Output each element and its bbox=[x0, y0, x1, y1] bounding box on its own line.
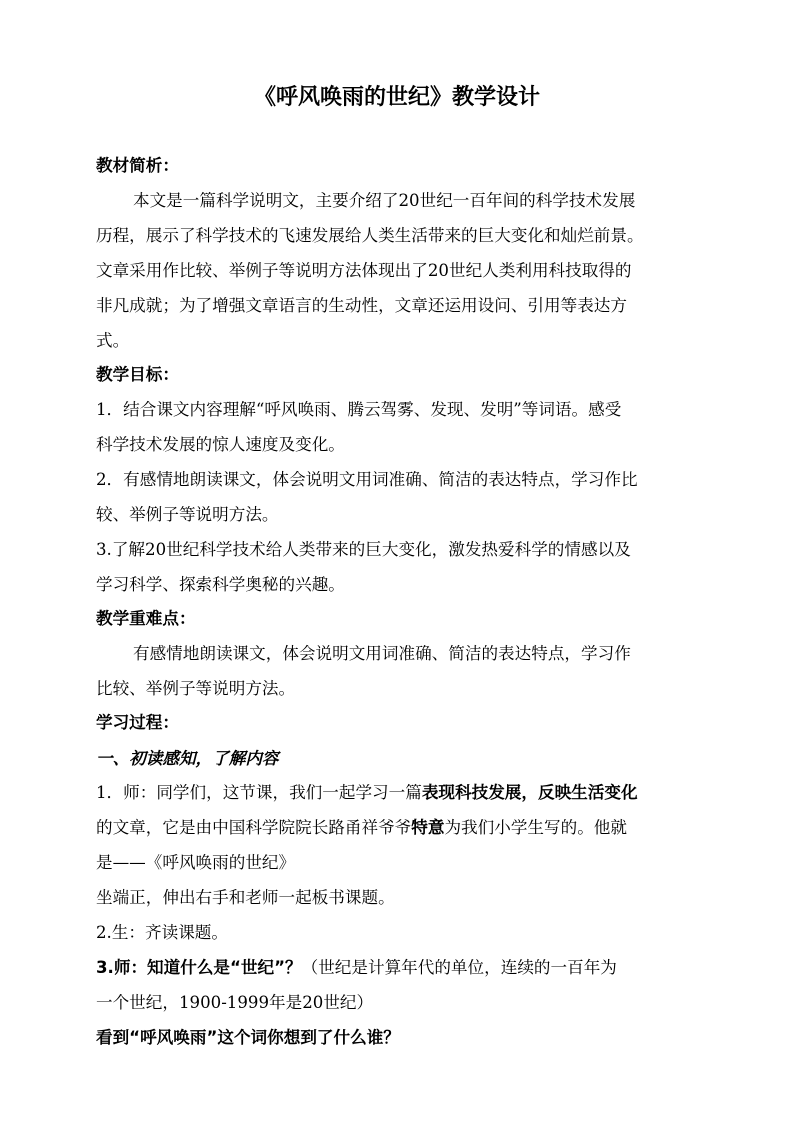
paragraph-line: 1．结合课文内容理解“呼风唤雨、腾云驾雾、发现、发明”等词语。感受 bbox=[96, 400, 622, 419]
paragraph-line: 一个世纪，1900-1999年是20世纪） bbox=[96, 993, 374, 1012]
text-run: 1．师：同学们，这节课，我们一起学习一篇 bbox=[96, 783, 422, 802]
paragraph-line: 2．有感情地朗读课文，体会说明文用词准确、简洁的表达特点，学习作比 bbox=[96, 470, 638, 489]
paragraph-line: 较、举例子等说明方法。 bbox=[96, 505, 279, 524]
paragraph-line: 比较、举例子等说明方法。 bbox=[96, 679, 296, 698]
text-run: ， bbox=[521, 783, 538, 802]
paragraph-line bbox=[96, 957, 706, 979]
paragraph-line: 有感情地朗读课文，体会说明文用词准确、简洁的表达特点，学习作 bbox=[133, 644, 631, 663]
paragraph-line bbox=[96, 782, 706, 804]
paragraph-line: 坐端正，伸出右手和老师一起板书课题。 bbox=[96, 888, 395, 907]
paragraph-line bbox=[96, 817, 706, 839]
paragraph-line: 看到“呼风唤雨”这个词你想到了什么谁？ bbox=[96, 1028, 400, 1047]
text-run: 为我们小学生写的。他就 bbox=[444, 818, 627, 837]
paragraph-line: 式。 bbox=[96, 331, 130, 350]
paragraph-line: 2.生：齐读课题。 bbox=[96, 923, 228, 942]
process-heading: 学习过程： bbox=[96, 713, 179, 732]
paragraph-line: 非凡成就；为了增强文章语言的生动性，文章还运用设问、引用等表达方 bbox=[96, 296, 627, 315]
emphasis-run: 表现科技发展 bbox=[421, 783, 522, 802]
emphasis-run: 特意 bbox=[411, 818, 445, 837]
paragraph-line: 是——《呼风唤雨的世纪》 bbox=[96, 853, 296, 872]
text-run: 的文章，它是由中国科学院院长路甬祥爷爷 bbox=[96, 818, 412, 837]
paragraph-line: 3.了解20世纪科学技术给人类带来的巨大变化，激发热爱科学的情感以及 bbox=[96, 540, 631, 559]
paragraph-line: 本文是一篇科学说明文，主要介绍了20世纪一百年间的科学技术发展 bbox=[133, 191, 636, 210]
paragraph-line: 学习科学、探索科学奥秘的兴趣。 bbox=[96, 575, 345, 594]
paragraph-line: 科学技术发展的惊人速度及变化。 bbox=[96, 435, 345, 454]
document-title: 《呼风唤雨的世纪》教学设计 bbox=[253, 85, 540, 110]
paragraph-line: 历程，展示了科学技术的飞速发展给人类生活带来的巨大变化和灿烂前景。 bbox=[96, 226, 644, 245]
emphasis-run: 反映生活变化 bbox=[538, 783, 638, 802]
text-run: （世纪是计算年代的单位，连续的一百年为 bbox=[301, 958, 617, 977]
emphasis-run: 3.师：知道什么是“世纪”？ bbox=[96, 958, 302, 977]
goals-heading: 教学目标： bbox=[96, 365, 179, 384]
paragraph-line: 文章采用作比较、举例子等说明方法体现出了20世纪人类利用科技取得的 bbox=[96, 261, 632, 280]
part1-heading: 一、初读感知，了解内容 bbox=[96, 748, 279, 768]
key-heading: 教学重难点： bbox=[96, 609, 196, 628]
material-heading: 教材简析： bbox=[96, 156, 179, 175]
